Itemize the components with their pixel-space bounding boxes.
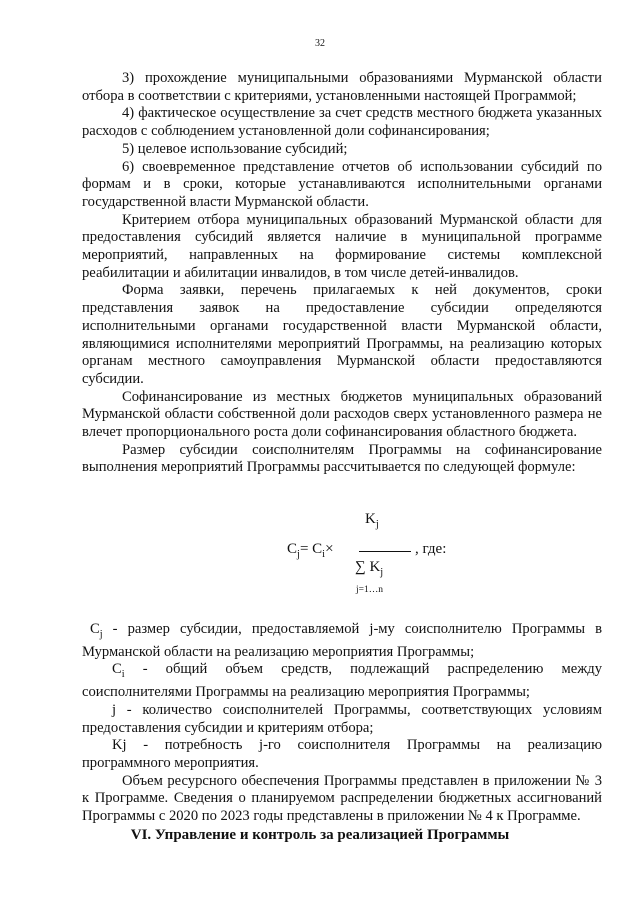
paragraph: Критерием отбора муниципальных образований Мурманской области для предоставления субсидий является наличие в муниципальной программе мероприятий, направленных на формирование системы комплексной реабилитации и абилитации инвалидов, в том числе детей-инвалидов.	[82, 211, 602, 281]
subsidy-formula	[82, 483, 602, 621]
paragraph: 4) фактическое осуществление за счет средств местного бюджета указанных расходов с соблюдением установленной доли софинансирования;	[82, 105, 602, 140]
paragraph: 5) целевое использование субсидий;	[122, 140, 348, 157]
section-heading: VI. Управление и контроль за реализацией Программы	[130, 827, 510, 843]
definition-kj: Kj - потребность j-го соисполнителя Программы на реализацию программного мероприятия.	[82, 737, 602, 771]
formula-where: , где:	[415, 541, 447, 558]
paragraph: Софинансирование из местных бюджетов муниципальных образований Мурманской области собственной доли расходов сверх установленного размера не влечет пропорционального роста доли софинансирования областного бюджета.	[82, 388, 602, 441]
paragraph: Форма заявки, перечень прилагаемых к ней документов, сроки представления заявок на предоставление субсидии определяются исполнительными органами государственной власти Мурманской области, являющимися исполнителями мероприятий Программы, на реализацию которых органам местного самоуправления Мурманской области предоставляются субсидии.	[82, 282, 602, 387]
paragraph: 3) прохождение муниципальными образованиями Мурманской области отбора в соответствии с критериями, установленными настоящей Программой;	[82, 70, 602, 104]
formula-denominator: ∑ $K_j$	[355, 559, 384, 579]
paragraph: 6) своевременное представление отчетов об использовании субсидий по формам и в сроки, которые устанавливаются исполнительными органами государственной власти Мурманской области.	[82, 158, 602, 210]
definition-cj: $C_j$ - размер субсидии, предоставляемой j-му соисполнителю Программы в Мурманской области на реализацию мероприятия Программы;	[82, 621, 602, 660]
formula-numerator: $K_j$	[365, 511, 379, 531]
closing-paragraph: Объем ресурсного обеспечения Программы представлен в приложении № 3 к Программе. Сведения о планируемом распределении бюджетных ассигнований Программы с 2020 по 2023 годы представлены в приложении № 4 к Программе.	[82, 772, 602, 825]
definition-ci: $C_i$ - общий объем средств, подлежащий распределению между соисполнителями Программы на реализацию мероприятия Программы;	[82, 661, 602, 701]
sum-range: j=1…n	[356, 585, 383, 596]
body-text	[82, 70, 602, 826]
paragraph: Размер субсидии соисполнителям Программы на софинансирование выполнения мероприятий Программы рассчитывается по следующей формуле:	[82, 441, 602, 476]
formula-lhs: $C_j= C_i\times$	[287, 541, 334, 561]
page-number: 32	[315, 38, 325, 49]
definition-j: j - количество соисполнителей Программы, соответствующих условиям предоставления субсидии и критериям отбора;	[82, 701, 602, 736]
fraction-line	[359, 551, 411, 552]
